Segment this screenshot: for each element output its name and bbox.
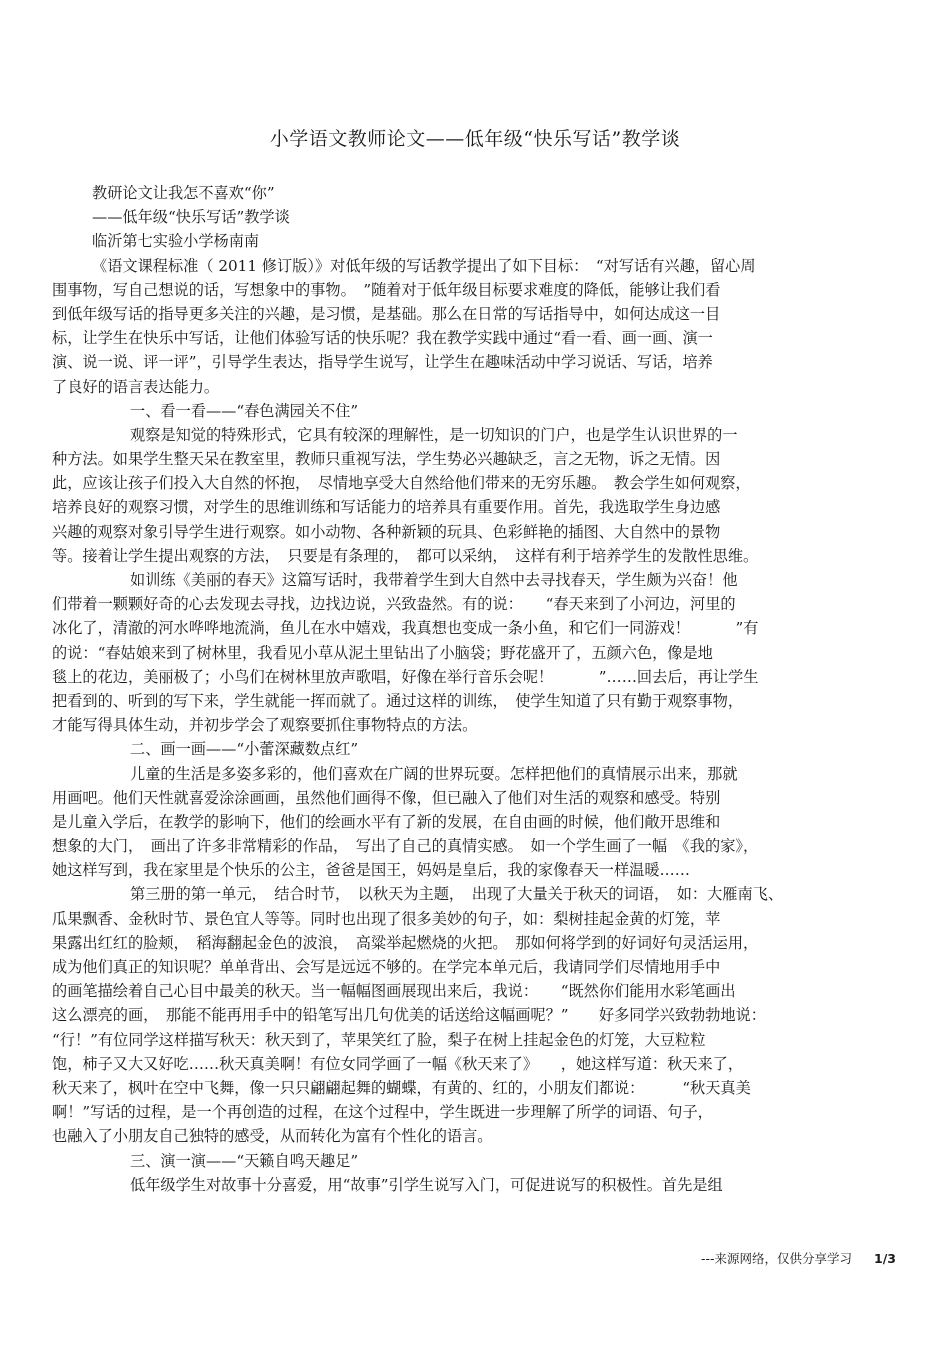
- text-line: 饱，柿子又大又好吃……秋天真美啊！有位女同学画了一幅《秋天来了》 ，她这样写道：秋天来了，: [52, 1054, 744, 1073]
- text-line: 观察是知觉的特殊形式，它具有较深的理解性，是一切知识的门户，也是学生认识世界的一: [130, 425, 738, 444]
- text-line: 她这样写到，我在家里是个快乐的公主，爸爸是国王，妈妈是皇后，我的家像春天一样温暖……: [52, 861, 690, 880]
- text-line: 才能写得具体生动，并初步学会了观察要抓住事物特点的方法。: [52, 716, 478, 735]
- footer-source: ---来源网络，仅供分享学习: [700, 1251, 853, 1266]
- text-line: 《语文课程标准（ 2011 修订版）》对低年级的写话教学提出了如下目标： “对写话有兴趣，留心周: [92, 256, 756, 275]
- text-line: 瓜果飘香、金秋时节、景色宜人等等。同时也出现了很多美妙的句子，如：梨树挂起金黄的灯笼，苹: [52, 909, 721, 928]
- text-line: 演、说一说、评一评”，引导学生表达，指导学生说写，让学生在趣味活动中学习说话、写话，培养: [52, 353, 713, 372]
- text-line: 了良好的语言表达能力。: [52, 377, 220, 396]
- text-line: 也融入了小朋友自己独特的感受，从而转化为富有个性化的语言。: [52, 1127, 493, 1146]
- text-line: 兴趣的观察对象引导学生进行观察。如小动物、各种新颖的玩具、色彩鲜艳的插图、大自然中的景物: [52, 522, 721, 541]
- text-line: 标，让学生在快乐中写话，让他们体验写话的快乐呢？我在教学实践中通过“看一看、画一画、演一: [52, 329, 713, 348]
- article-body: [52, 181, 894, 1197]
- text-line: 儿童的生活是多姿多彩的，他们喜欢在广阔的世界玩耍。怎样把他们的真情展示出来，那就: [130, 764, 738, 783]
- text-line: 的说：“春姑娘来到了树林里，我看见小草从泥土里钻出了小脑袋；野花盛开了，五颜六色，像是地: [52, 643, 713, 662]
- text-line: 培养良好的观察习惯，对学生的思维训练和写话能力的培养具有重要作用。首先，我选取学生身边感: [52, 498, 721, 517]
- text-line: 想象的大门， 画出了许多非常精彩的作品， 写出了自己的真情实感。 如一个学生画了一幅 《我的家》，: [52, 837, 759, 856]
- text-line: 这么漂亮的画， 那能不能再用手中的铅笔写出几句优美的话送给这幅画呢？” 好多同学兴致勃勃地说：: [52, 1006, 766, 1025]
- text-line: 等。接着让学生提出观察的方法， 只要是有条理的， 都可以采纳， 这样有利于培养学生的发散性思维。: [52, 546, 759, 565]
- text-line: 第三册的第一单元， 结合时节， 以秋天为主题， 出现了大量关于秋天的词语， 如：大雁南飞、: [130, 885, 784, 904]
- text-line: “行！”有位同学这样描写秋天：秋天到了，苹果笑红了脸，梨子在树上挂起金色的灯笼，大豆粒粒: [52, 1030, 706, 1049]
- text-line: 果露出红红的脸颊， 稻海翻起金色的波浪， 高粱举起燃烧的火把。 那如何将学到的好词好句灵活运用，: [52, 933, 759, 952]
- page-title: 小学语文教师论文——低年级“快乐写话”教学谈: [269, 128, 681, 150]
- text-line: 是儿童入学后，在教学的影响下，他们的绘画水平有了新的发展，在自由画的时候，他们敞开思维和: [52, 812, 721, 831]
- text-line: 低年级学生对故事十分喜爱，用“故事”引学生说写入门，可促进说写的积极性。首先是组: [130, 1175, 723, 1194]
- text-line: 毯上的花边，美丽极了；小鸟们在树林里放声歌唱，好像在举行音乐会呢！ ”……回去后，再让学生: [52, 667, 759, 686]
- text-line: 种方法。如果学生整天呆在教室里，教师只重视写法，学生势必兴趣缺乏，言之无物，诉之无情。因: [52, 450, 721, 469]
- section-heading: 三、演一演——“天籁自鸣天趣足”: [130, 1151, 359, 1170]
- text-line: 围事物，写自己想说的话，写想象中的事物。 ”随着对于低年级目标要求难度的降低，能够让我们看: [52, 280, 721, 299]
- text-line: 此，应该让孩子们投入大自然的怀抱， 尽情地享受大自然给他们带来的无穷乐趣。 教会学生如何观察，: [52, 474, 751, 493]
- section-heading: 二、画一画——“小蕾深藏数点红”: [130, 740, 359, 759]
- text-line: 教研论文让我怎不喜欢“你”: [92, 184, 275, 202]
- text-line: 啊！”写话的过程，是一个再创造的过程，在这个过程中，学生既进一步理解了所学的词语、句子，: [52, 1103, 713, 1122]
- text-line: 秋天来了，枫叶在空中飞舞，像一只只翩翩起舞的蝴蝶，有黄的、红的，小朋友们都说： “秋天真美: [52, 1078, 751, 1097]
- text-line: 把看到的、听到的写下来，学生就能一挥而就了。通过这样的训练， 使学生知道了只有勤于观察事物，: [52, 691, 744, 710]
- text-line: 的画笔描绘着自己心目中最美的秋天。当一幅幅图画展现出来后，我说： “既然你们能用水彩笔画出: [52, 982, 736, 1001]
- section-heading: 一、看一看——“春色满园关不住”: [130, 401, 359, 420]
- text-line: 到低年级写话的指导更多关注的兴趣，是习惯，是基础。那么在日常的写话指导中，如何达成这一目: [52, 304, 721, 323]
- text-line: ——低年级“快乐写话”教学谈: [92, 208, 290, 227]
- text-line: 临沂第七实验小学杨南南: [92, 232, 260, 251]
- text-line: 们带着一颗颗好奇的心去发现去寻找，边找边说，兴致盎然。有的说： “春天来到了小河边，河里的: [52, 595, 736, 614]
- text-line: 如训练《美丽的春天》这篇写话时，我带着学生到大自然中去寻找春天，学生颇为兴奋！他: [130, 571, 738, 589]
- page-number: 1/3: [874, 1251, 896, 1266]
- text-line: 冰化了，清澈的河水哗哗地流淌，鱼儿在水中嬉戏，我真想也变成一条小鱼，和它们一同游戏！ ”有: [52, 619, 759, 638]
- page-footer: [701, 1249, 896, 1267]
- text-line: 用画吧。他们天性就喜爱涂涂画画，虽然他们画得不像，但已融入了他们对生活的观察和感受。特别: [52, 788, 721, 807]
- text-line: 成为他们真正的知识呢？单单背出、会写是远远不够的。在学完本单元后，我请同学们尽情地用手中: [52, 958, 721, 976]
